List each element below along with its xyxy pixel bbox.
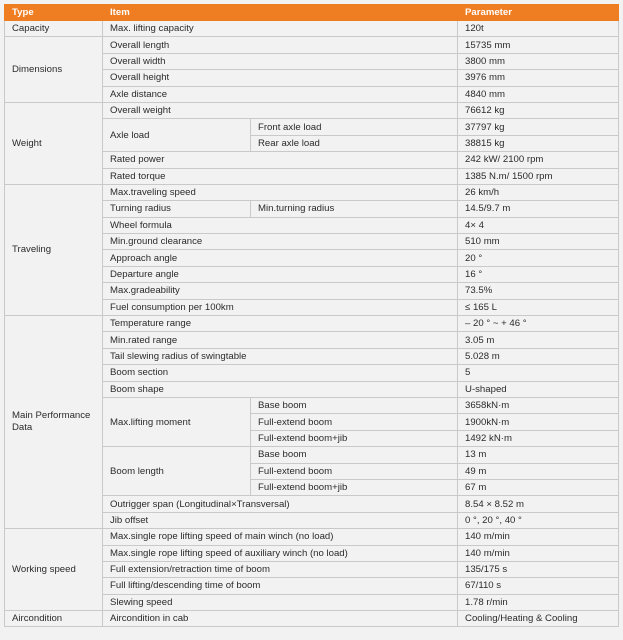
value-cell: 242 kW/ 2100 rpm [458,152,619,168]
value-cell: ≤ 165 L [458,299,619,315]
value-cell: 4840 mm [458,86,619,102]
type-cell: Capacity [5,21,103,37]
value-cell: 49 m [458,463,619,479]
value-cell: 13 m [458,447,619,463]
item-cell: Full lifting/descending time of boom [103,578,458,594]
item-cell: Boom shape [103,381,458,397]
item-cell: Outrigger span (Longitudinal×Transversal) [103,496,458,512]
item-cell: Max.single rope lifting speed of auxiliary winch (no load) [103,545,458,561]
item-cell: Aircondition in cab [103,611,458,627]
item-cell: Turning radius [103,201,251,217]
sub-item-cell: Full-extend boom+jib [251,479,458,495]
sub-item-cell: Full-extend boom [251,463,458,479]
item-cell: Max. lifting capacity [103,21,458,37]
value-cell: U-shaped [458,381,619,397]
type-cell: Weight [5,102,103,184]
sub-item-cell: Rear axle load [251,135,458,151]
header-row [5,5,619,21]
type-cell: Main Performance Data [5,316,103,529]
value-cell: 76612 kg [458,102,619,118]
value-cell: 0 °, 20 °, 40 ° [458,512,619,528]
sub-item-cell: Base boom [251,447,458,463]
item-cell: Boom length [103,447,251,496]
value-cell: 38815 kg [458,135,619,151]
value-cell: 5.028 m [458,348,619,364]
item-cell: Approach angle [103,250,458,266]
item-cell: Axle load [103,119,251,152]
value-cell: 3658kN·m [458,397,619,413]
type-cell: Traveling [5,184,103,315]
item-cell: Boom section [103,365,458,381]
item-cell: Min.rated range [103,332,458,348]
table-row [5,529,619,545]
spec-table [4,4,619,627]
header-parameter: Parameter [458,5,619,21]
value-cell: 26 km/h [458,184,619,200]
sub-item-cell: Full-extend boom [251,414,458,430]
item-cell: Jib offset [103,512,458,528]
header-type: Type [5,5,103,21]
value-cell: 14.5/9.7 m [458,201,619,217]
value-cell: 5 [458,365,619,381]
item-cell: Max.traveling speed [103,184,458,200]
value-cell: 3976 mm [458,70,619,86]
item-cell: Slewing speed [103,594,458,610]
item-cell: Max.single rope lifting speed of main winch (no load) [103,529,458,545]
value-cell: 140 m/min [458,529,619,545]
value-cell: – 20 ° ~ + 46 ° [458,316,619,332]
value-cell: 1900kN·m [458,414,619,430]
header-item: Item [103,5,458,21]
value-cell: 3800 mm [458,53,619,69]
value-cell: Cooling/Heating & Cooling [458,611,619,627]
value-cell: 1492 kN·m [458,430,619,446]
value-cell: 73.5% [458,283,619,299]
value-cell: 120t [458,21,619,37]
table-row [5,37,619,53]
sub-item-cell: Min.turning radius [251,201,458,217]
value-cell: 510 mm [458,234,619,250]
item-cell: Overall length [103,37,458,53]
type-cell: Dimensions [5,37,103,103]
value-cell: 1.78 r/min [458,594,619,610]
item-cell: Rated power [103,152,458,168]
value-cell: 140 m/min [458,545,619,561]
table-row [5,611,619,627]
item-cell: Fuel consumption per 100km [103,299,458,315]
type-cell: Aircondition [5,611,103,627]
item-cell: Min.ground clearance [103,234,458,250]
value-cell: 20 ° [458,250,619,266]
item-cell: Axle distance [103,86,458,102]
table-row [5,316,619,332]
value-cell: 4× 4 [458,217,619,233]
type-cell: Working speed [5,529,103,611]
sub-item-cell: Base boom [251,397,458,413]
value-cell: 15735 mm [458,37,619,53]
value-cell: 8.54 × 8.52 m [458,496,619,512]
item-cell: Departure angle [103,266,458,282]
value-cell: 67 m [458,479,619,495]
value-cell: 67/110 s [458,578,619,594]
value-cell: 16 ° [458,266,619,282]
table-row [5,102,619,118]
item-cell: Overall height [103,70,458,86]
item-cell: Max.gradeability [103,283,458,299]
item-cell: Max.lifting moment [103,397,251,446]
table-row [5,21,619,37]
sub-item-cell: Full-extend boom+jib [251,430,458,446]
value-cell: 1385 N.m/ 1500 rpm [458,168,619,184]
item-cell: Full extension/retraction time of boom [103,561,458,577]
item-cell: Rated torque [103,168,458,184]
sub-item-cell: Front axle load [251,119,458,135]
item-cell: Overall weight [103,102,458,118]
item-cell: Tail slewing radius of swingtable [103,348,458,364]
item-cell: Overall width [103,53,458,69]
value-cell: 3.05 m [458,332,619,348]
value-cell: 37797 kg [458,119,619,135]
item-cell: Wheel formula [103,217,458,233]
table-row [5,184,619,200]
value-cell: 135/175 s [458,561,619,577]
item-cell: Temperature range [103,316,458,332]
